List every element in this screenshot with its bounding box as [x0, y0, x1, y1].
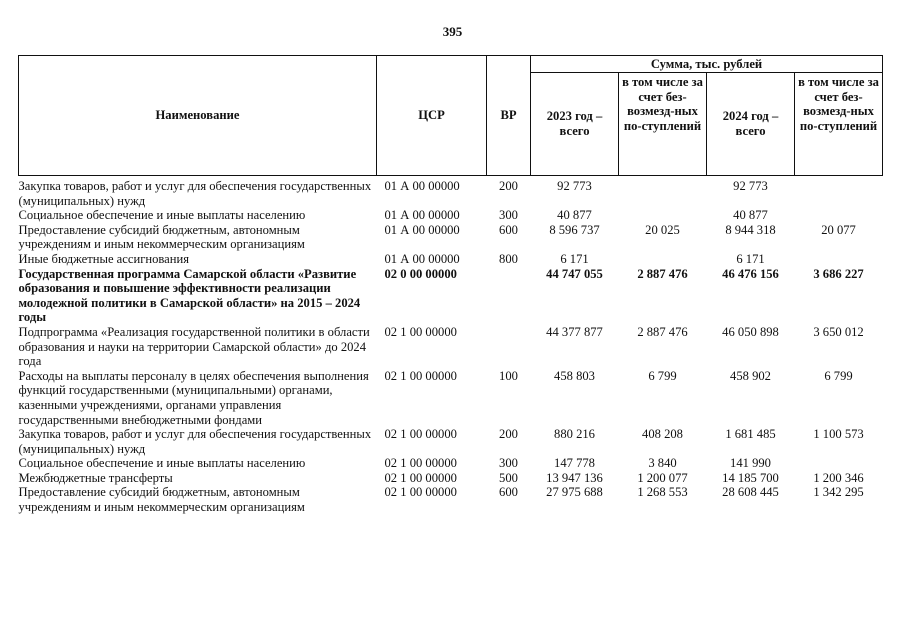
cell-2023-incl: 20 025 — [645, 222, 680, 237]
table-row — [19, 176, 883, 209]
table-row — [19, 485, 883, 514]
cell-vr: 300 — [499, 208, 518, 223]
cell-2024-total: 458 902 — [730, 368, 771, 383]
cell-2023-incl: 2 887 476 — [637, 324, 688, 339]
cell-2024-incl: 1 100 573 — [813, 427, 864, 442]
cell-vr: 600 — [499, 222, 518, 237]
cell-csr: 02 1 00 00000 — [384, 324, 457, 339]
cell-2024-incl: 3 686 227 — [813, 266, 864, 281]
table-row — [19, 325, 883, 369]
table-row — [19, 369, 883, 427]
cell-name: Межбюджетные трансферты — [18, 470, 173, 485]
table-row — [19, 471, 883, 486]
cell-csr: 01 А 00 00000 — [384, 251, 460, 266]
column-header-name: Наименование — [19, 56, 377, 176]
column-header-csr: ЦСР — [377, 56, 487, 176]
cell-csr: 02 0 00 00000 — [384, 266, 457, 281]
cell-csr: 02 1 00 00000 — [384, 470, 457, 485]
cell-vr — [487, 267, 531, 325]
table-row — [19, 208, 883, 223]
cell-name: Социальное обеспечение и иные выплаты населению — [18, 208, 306, 223]
column-header-vr: ВР — [487, 56, 531, 176]
cell-2024-incl: 3 650 012 — [813, 324, 864, 339]
cell-2023-total: 880 216 — [554, 427, 595, 442]
cell-2023-total: 44 377 877 — [546, 324, 603, 339]
table-row — [19, 267, 883, 325]
cell-vr: 200 — [499, 179, 518, 193]
cell-name: Социальное обеспечение и иные выплаты населению — [18, 456, 306, 471]
cell-2024-total: 40 877 — [733, 208, 768, 223]
cell-2024-incl: 6 799 — [824, 368, 853, 383]
cell-name: Предоставление субсидий бюджетным, автономным учреждениям и иным некоммерческим организациям — [18, 485, 305, 515]
cell-2024-total: 8 944 318 — [725, 222, 776, 237]
cell-2023-total: 27 975 688 — [546, 485, 603, 500]
cell-name: Иные бюджетные ассигнования — [18, 251, 190, 266]
cell-2023-incl: 6 799 — [648, 368, 677, 383]
cell-2023-incl — [619, 252, 707, 267]
cell-vr: 100 — [499, 368, 518, 383]
cell-2024-total: 46 476 156 — [722, 266, 779, 281]
cell-name: Предоставление субсидий бюджетным, автономным учреждениям и иным некоммерческим организациям — [18, 222, 305, 252]
cell-csr: 01 А 00 00000 — [384, 208, 460, 223]
table-row — [19, 252, 883, 267]
cell-2023-total: 6 171 — [560, 251, 589, 266]
table-row — [19, 456, 883, 471]
cell-2024-incl: 20 077 — [821, 222, 856, 237]
cell-2023-incl — [619, 208, 707, 223]
cell-2024-incl — [795, 176, 883, 209]
column-header-sum: Сумма, тыс. рублей — [531, 56, 883, 73]
cell-2024-incl — [795, 252, 883, 267]
cell-2024-total: 46 050 898 — [722, 324, 779, 339]
cell-name: Закупка товаров, работ и услуг для обеспечения государственных (муниципальных) нужд — [18, 427, 372, 456]
cell-2023-incl: 3 840 — [648, 456, 677, 471]
cell-2023-incl — [619, 176, 707, 209]
cell-2023-incl: 1 268 553 — [637, 485, 688, 500]
cell-2024-total: 1 681 485 — [725, 427, 776, 442]
cell-2024-total: 141 990 — [730, 456, 771, 471]
cell-2023-incl: 2 887 476 — [637, 266, 688, 281]
cell-2024-incl: 1 342 295 — [813, 485, 864, 500]
cell-2024-incl — [795, 208, 883, 223]
table-row — [19, 223, 883, 252]
cell-2023-total: 92 773 — [557, 179, 592, 193]
cell-2024-total: 14 185 700 — [722, 470, 779, 485]
table-header — [19, 56, 883, 176]
page-number: 395 — [442, 24, 463, 39]
cell-2024-total: 6 171 — [736, 251, 765, 266]
cell-name: Государственная программа Самарской области «Развитие образования и повышение эффективности реализации молодежной политики в Самарской области» на 2015 – 2024 годы — [18, 266, 361, 325]
cell-vr: 500 — [499, 470, 518, 485]
cell-2023-incl: 408 208 — [642, 427, 683, 442]
cell-csr: 02 1 00 00000 — [384, 427, 457, 442]
cell-csr: 01 А 00 00000 — [384, 222, 460, 237]
cell-2023-total: 8 596 737 — [549, 222, 600, 237]
cell-2024-incl — [795, 456, 883, 471]
column-header-2024-total: 2024 год – всего — [707, 73, 795, 176]
cell-2023-total: 458 803 — [554, 368, 595, 383]
cell-2023-total: 13 947 136 — [546, 470, 603, 485]
cell-csr: 02 1 00 00000 — [384, 368, 457, 383]
cell-2023-total: 44 747 055 — [546, 266, 603, 281]
cell-2023-total: 147 778 — [554, 456, 595, 471]
cell-2024-total: 28 608 445 — [722, 485, 779, 500]
cell-csr: 02 1 00 00000 — [384, 485, 457, 500]
cell-2024-total: 92 773 — [733, 179, 768, 193]
column-header-2024-incl: в том числе за счет без-возмезд-ных по-ступлений — [795, 73, 883, 176]
cell-vr: 800 — [499, 251, 518, 266]
cell-vr: 300 — [499, 456, 518, 471]
table-row — [19, 427, 883, 456]
cell-vr: 200 — [499, 427, 518, 442]
cell-vr: 600 — [499, 485, 518, 500]
budget-table — [18, 55, 883, 515]
cell-name: Подпрограмма «Реализация государственной политики в области образования и науки на территории Самарской области» до 2024 года — [18, 324, 370, 369]
cell-2023-incl: 1 200 077 — [637, 470, 688, 485]
cell-vr — [487, 325, 531, 369]
cell-csr: 01 А 00 00000 — [384, 179, 460, 193]
cell-csr: 02 1 00 00000 — [384, 456, 457, 471]
column-header-2023-total: 2023 год – всего — [531, 73, 619, 176]
cell-name: Расходы на выплаты персоналу в целях обеспечения выполнения функций государственными (муниципальными) органами, казенными учреждениями, органами управления государственными внебюджетными фондами — [18, 368, 369, 427]
column-header-2023-incl: в том числе за счет без-возмезд-ных по-ступлений — [619, 73, 707, 176]
cell-name: Закупка товаров, работ и услуг для обеспечения государственных (муниципальных) нужд — [18, 179, 372, 208]
cell-2023-total: 40 877 — [557, 208, 592, 223]
table-body — [19, 176, 883, 515]
cell-2024-incl: 1 200 346 — [813, 470, 864, 485]
